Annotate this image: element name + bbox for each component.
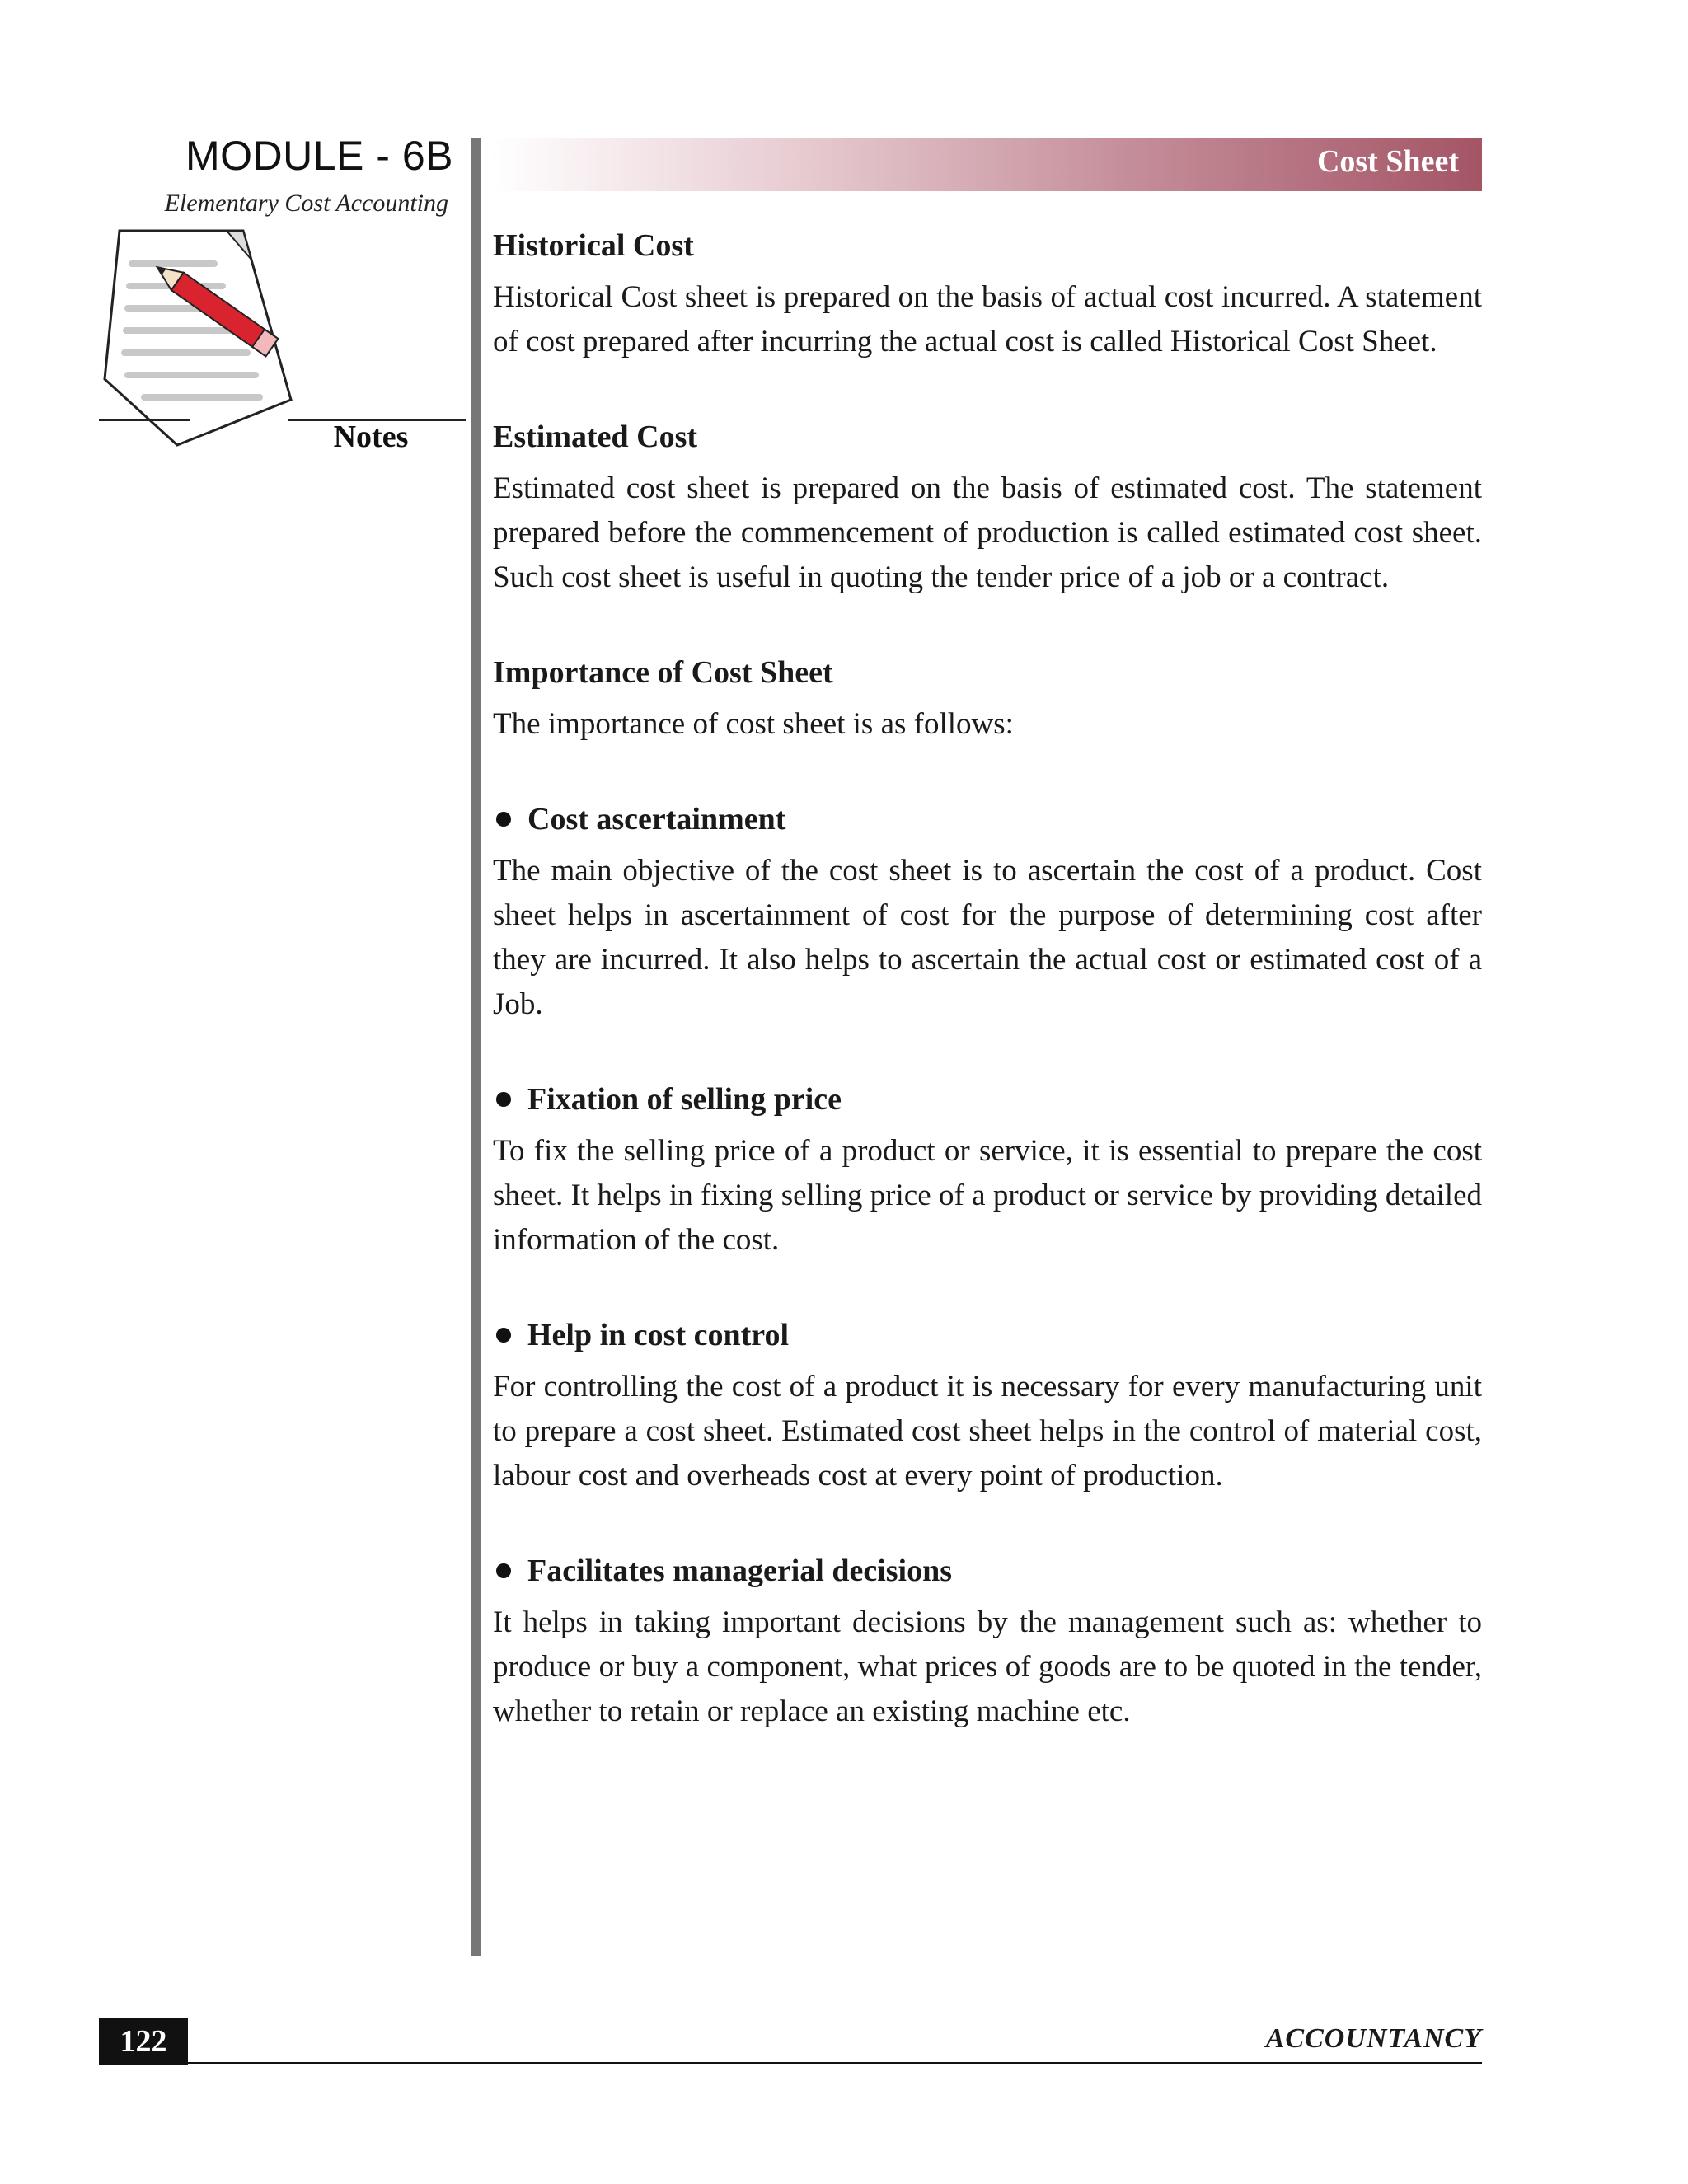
margin-bar bbox=[471, 138, 481, 1956]
chapter-header-band bbox=[491, 138, 1482, 191]
bullet-icon bbox=[496, 1092, 511, 1107]
section-paragraph: Historical Cost sheet is prepared on the basis of actual cost incurred. A statement of cost prepared after incurring the actual cost is called Historical Cost Sheet. bbox=[493, 280, 1482, 359]
footer-subject: ACCOUNTANCY bbox=[1265, 2023, 1482, 2054]
section-heading: Historical Cost bbox=[493, 228, 694, 263]
page-number: 122 bbox=[99, 2018, 188, 2065]
bullet-heading-text: Fixation of selling price bbox=[528, 1082, 842, 1117]
bullet-icon bbox=[496, 1563, 511, 1578]
notes-label: Notes bbox=[333, 419, 409, 454]
bullet-heading bbox=[493, 794, 1482, 844]
bullet-paragraph: The main objective of the cost sheet is to ascertain the cost of a product. Cost sheet helps in ascertainment of cost for the purpose of determining cost after they are incurred. It also helps to ascertain the actual cost or estimated cost of a Job. bbox=[493, 854, 1482, 1021]
bullet-heading-text: Cost ascertainment bbox=[528, 802, 786, 837]
bullet-heading bbox=[493, 1075, 1482, 1124]
module-title: MODULE - 6B bbox=[185, 133, 453, 179]
bullet-paragraph: For controlling the cost of a product it is necessary for every manufacturing unit to prepare a cost sheet. Estimated cost sheet helps in the control of material cost, labour cost and overheads cost at every point of production. bbox=[493, 1370, 1482, 1493]
chapter-title: Cost Sheet bbox=[1316, 144, 1459, 179]
bullet-icon bbox=[496, 812, 511, 827]
bullet-paragraph: To fix the selling price of a product or service, it is essential to prepare the cost sheet. It helps in fixing selling price of a product or service by providing detailed information of the cost. bbox=[493, 1134, 1482, 1257]
section-paragraph: The importance of cost sheet is as follows: bbox=[493, 707, 1014, 741]
bullet-heading bbox=[493, 1546, 1482, 1596]
notes-rule-left bbox=[99, 419, 190, 421]
notes-pencil-icon bbox=[95, 227, 326, 457]
bullet-heading-text: Facilitates managerial decisions bbox=[528, 1554, 953, 1588]
bullet-paragraph: It helps in taking important decisions by the management such as: whether to produce or buy a component, what prices of goods are to be quoted in the tender, whether to retain or replace an existing machine etc. bbox=[493, 1605, 1482, 1728]
bullet-heading bbox=[493, 1310, 1482, 1360]
section-paragraph: Estimated cost sheet is prepared on the basis of estimated cost. The statement prepared before the commencement of production is called estimated cost sheet. Such cost sheet is useful in quoting the tender price of a job or a contract. bbox=[493, 471, 1482, 594]
section-heading: Importance of Cost Sheet bbox=[493, 655, 833, 690]
module-subtitle: Elementary Cost Accounting bbox=[164, 190, 448, 217]
bullet-heading-text: Help in cost control bbox=[528, 1318, 790, 1352]
section-heading: Estimated Cost bbox=[493, 419, 698, 454]
footer-rule bbox=[188, 2062, 1482, 2064]
bullet-icon bbox=[496, 1328, 511, 1343]
main-content bbox=[493, 221, 1482, 1734]
